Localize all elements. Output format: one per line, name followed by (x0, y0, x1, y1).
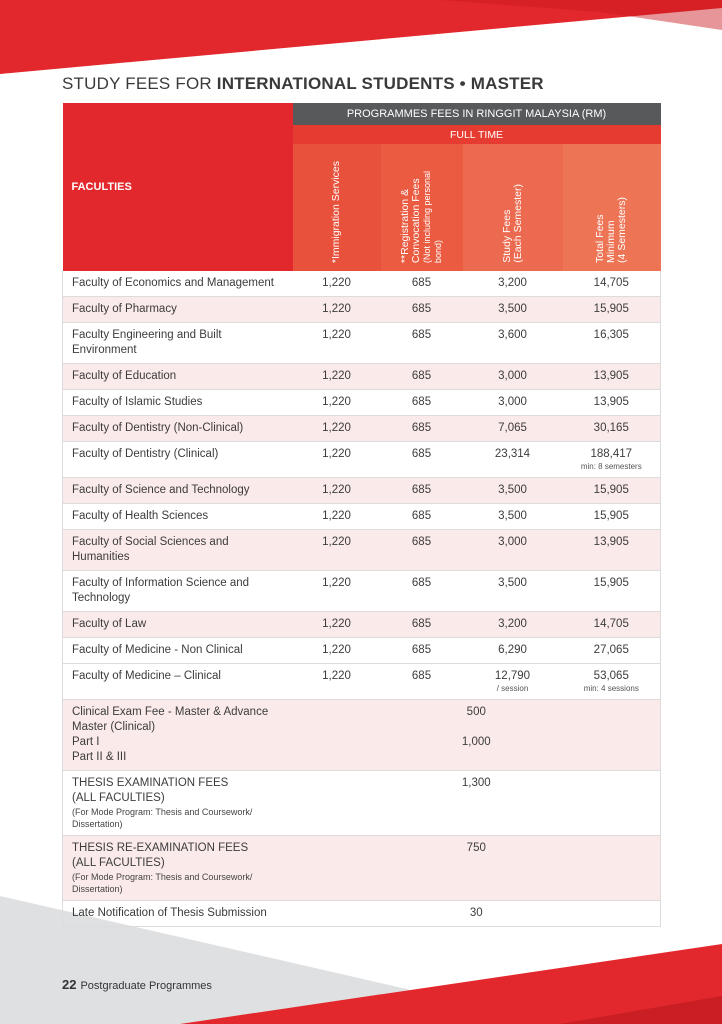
fee-value: 500 1,000 (293, 700, 661, 771)
faculty-name: Faculty of Pharmacy (63, 297, 293, 323)
table-row (63, 442, 661, 478)
page-title: STUDY FEES FOR INTERNATIONAL STUDENTS • MASTER (62, 74, 544, 93)
table-row (63, 364, 661, 390)
immigration-fee: 1,220 (293, 664, 381, 700)
registration-fee: 685 (381, 364, 463, 390)
immigration-header: *Immigration Services (293, 144, 381, 271)
registration-fee: 685 (381, 612, 463, 638)
total-fee: 27,065 (563, 638, 661, 664)
immigration-fee: 1,220 (293, 530, 381, 571)
registration-fee: 685 (381, 442, 463, 478)
immigration-fee: 1,220 (293, 504, 381, 530)
registration-fee: 685 (381, 297, 463, 323)
fee-label: Late Notification of Thesis Submission (63, 901, 293, 927)
total-fee: 14,705 (563, 612, 661, 638)
faculty-name: Faculty of Islamic Studies (63, 390, 293, 416)
total-fee: 13,905 (563, 364, 661, 390)
total-fee: 188,417 min: 8 semesters (563, 442, 661, 478)
registration-fee: 685 (381, 504, 463, 530)
fee-label: THESIS RE-EXAMINATION FEES (ALL FACULTIES) (For Mode Program: Thesis and Coursework/ Dissertation) (63, 836, 293, 901)
faculty-name: Faculty of Dentistry (Non-Clinical) (63, 416, 293, 442)
fee-label: Clinical Exam Fee - Master & Advance Master (Clinical) Part I Part II & III (63, 700, 293, 771)
fee-label: THESIS EXAMINATION FEES (ALL FACULTIES) (For Mode Program: Thesis and Coursework/ Dissertation) (63, 771, 293, 836)
study-fee: 12,790 / session (463, 664, 563, 700)
immigration-fee: 1,220 (293, 390, 381, 416)
immigration-fee: 1,220 (293, 478, 381, 504)
total-fee: 13,905 (563, 390, 661, 416)
faculties-header: FACULTIES (63, 103, 293, 271)
faculty-name: Faculty of Social Sciences and Humanities (63, 530, 293, 571)
footer-text: Postgraduate Programmes (80, 980, 212, 992)
study-fee: 7,065 (463, 416, 563, 442)
fees-table (62, 103, 661, 927)
immigration-fee: 1,220 (293, 571, 381, 612)
table-row (63, 323, 661, 364)
programmes-header: PROGRAMMES FEES IN RINGGIT MALAYSIA (RM) (293, 103, 661, 125)
immigration-fee: 1,220 (293, 638, 381, 664)
faculty-name: Faculty of Medicine – Clinical (63, 664, 293, 700)
total-fee: 13,905 (563, 530, 661, 571)
faculty-name: Faculty of Information Science and Technology (63, 571, 293, 612)
study-fee: 3,500 (463, 297, 563, 323)
table-row (63, 271, 661, 297)
total-fee: 15,905 (563, 504, 661, 530)
total-fee: 15,905 (563, 478, 661, 504)
registration-header: **Registration & Convocation Fees (Not including personal bond) (381, 144, 463, 271)
total-fee: 15,905 (563, 297, 661, 323)
study-fee: 3,200 (463, 271, 563, 297)
total-fee: 53,065 min: 4 sessions (563, 664, 661, 700)
table-row (63, 504, 661, 530)
faculty-name: Faculty of Dentistry (Clinical) (63, 442, 293, 478)
faculty-name: Faculty of Education (63, 364, 293, 390)
study-fee: 6,290 (463, 638, 563, 664)
faculty-name: Faculty of Economics and Management (63, 271, 293, 297)
study-fee: 3,000 (463, 390, 563, 416)
total-fee: 15,905 (563, 571, 661, 612)
other-fee-row (63, 700, 661, 771)
registration-fee: 685 (381, 323, 463, 364)
registration-fee: 685 (381, 571, 463, 612)
registration-fee: 685 (381, 478, 463, 504)
faculty-name: Faculty Engineering and Built Environment (63, 323, 293, 364)
other-fee-row (63, 771, 661, 836)
fee-value: 30 (293, 901, 661, 927)
total-fee: 14,705 (563, 271, 661, 297)
table-row (63, 571, 661, 612)
registration-fee: 685 (381, 390, 463, 416)
table-row (63, 612, 661, 638)
immigration-fee: 1,220 (293, 416, 381, 442)
registration-fee: 685 (381, 271, 463, 297)
study-fee: 3,200 (463, 612, 563, 638)
immigration-fee: 1,220 (293, 323, 381, 364)
immigration-fee: 1,220 (293, 612, 381, 638)
table-row (63, 297, 661, 323)
study-fee: 3,000 (463, 530, 563, 571)
faculty-name: Faculty of Science and Technology (63, 478, 293, 504)
table-row (63, 664, 661, 700)
immigration-fee: 1,220 (293, 442, 381, 478)
page-footer (62, 977, 212, 992)
registration-fee: 685 (381, 530, 463, 571)
study-fee: 3,500 (463, 571, 563, 612)
immigration-fee: 1,220 (293, 297, 381, 323)
immigration-fee: 1,220 (293, 364, 381, 390)
table-row (63, 638, 661, 664)
total-fee: 16,305 (563, 323, 661, 364)
immigration-fee: 1,220 (293, 271, 381, 297)
registration-fee: 685 (381, 664, 463, 700)
other-fee-row (63, 901, 661, 927)
study-fee: 3,500 (463, 504, 563, 530)
faculty-name: Faculty of Law (63, 612, 293, 638)
study-fees-header: Study Fees (Each Semester) (463, 144, 563, 271)
table-row (63, 478, 661, 504)
total-fee: 30,165 (563, 416, 661, 442)
fee-value: 1,300 (293, 771, 661, 836)
study-fee: 3,000 (463, 364, 563, 390)
full-time-header: FULL TIME (293, 125, 661, 144)
registration-fee: 685 (381, 638, 463, 664)
faculty-name: Faculty of Medicine - Non Clinical (63, 638, 293, 664)
fee-value: 750 (293, 836, 661, 901)
registration-fee: 685 (381, 416, 463, 442)
faculty-name: Faculty of Health Sciences (63, 504, 293, 530)
table-row (63, 530, 661, 571)
study-fee: 3,500 (463, 478, 563, 504)
table-row (63, 390, 661, 416)
study-fee: 3,600 (463, 323, 563, 364)
page-number: 22 (62, 977, 77, 992)
table-row (63, 416, 661, 442)
total-fees-header: Total Fees Minimum (4 Semesters) (563, 144, 661, 271)
other-fee-row (63, 836, 661, 901)
study-fee: 23,314 (463, 442, 563, 478)
